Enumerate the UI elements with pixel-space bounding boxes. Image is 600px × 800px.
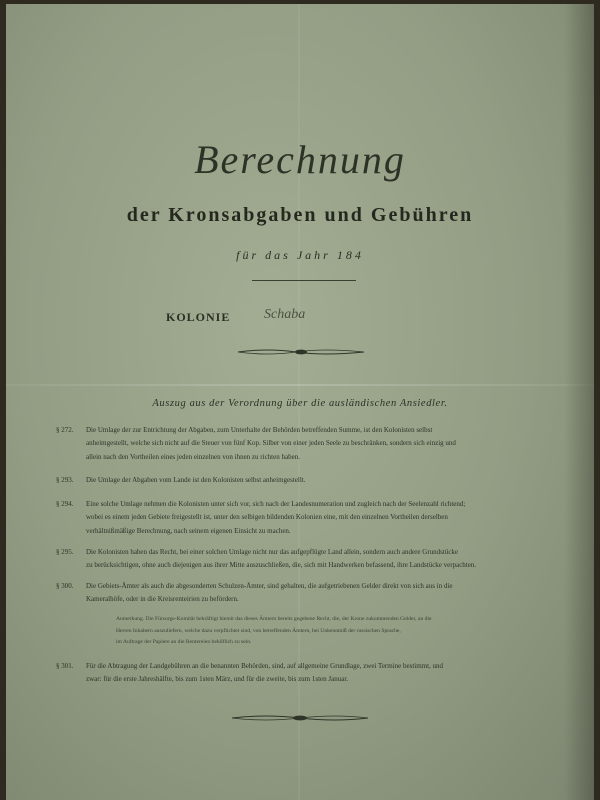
paragraph-line: allein nach den Vortheilen eines jeden einzelnen von ihnen zu richten haben. [86,452,300,461]
paragraph-294 [56,498,572,538]
paragraph-line: Eine solche Umlage nehmen die Kolonisten unter sich vor, sich nach der Landesnumeration und zugleich nach der Seelenzahl richtend; [86,500,466,508]
divider-rule [252,280,356,281]
paper-fold [6,384,594,386]
document-subtitle: der Kronsabgaben und Gebühren [126,204,474,226]
paragraph-line: Die Umlage der zur Entrichtung der Abgaben, zum Unterhalte der Behörden betreffenden Summe, ist den Kolonisten selbst [86,426,433,434]
note-line: Herren Inhabern auszuliefern, welche dazu verpflichtet sind, von betreffenden Ämtern, bei Unkenntniß der russischen Sprache, [116,627,401,634]
paragraph-number: § 301. [56,662,74,670]
paragraph-number: § 272. [56,426,74,434]
ornament-divider-top [236,346,366,358]
paragraph-number: § 294. [56,500,74,508]
paragraph-line: Die Gebiets-Ämter als auch die abgesonderten Schulzen-Ämter, sind gehalten, die aufgetriebenen Gelder direkt von sich aus in die [86,582,453,590]
paragraph-line: verhältnißmäßige Berechnung, nach seinem eigenen Einsicht zu machen. [86,526,291,535]
paragraph-number: § 300. [56,582,74,590]
paragraph-line: zwar: für die erste Jahreshälfte, bis zum 1sten März, und für die zweite, bis zum 1sten Januar. [86,675,349,684]
paragraph-line: Kameralhöfe, oder in die Kreisrenteirien zu befördern. [86,595,239,604]
note-line: im Auftrage der Papiere an die Rentereien behilflich zu sein. [116,639,252,645]
document-title: Berechnung [194,137,406,182]
paragraph-line: Für die Abtragung der Landgebühren an die benannten Behörden, sind, auf allgemeine Grundlage, zwei Termine bestimmt, und [86,662,444,670]
section-heading: Auszug aus der Verordnung über die ausländischen Ansiedler. [152,398,448,409]
annotation-note [116,614,574,649]
paragraph-line: wobei es einem jeden Gebiete freigestellt ist, unter den selbigen bildenden Kolonien eine, mit den einzelnen Vortheilen derselben [86,513,448,522]
note-line: Anmerkung. Die Fürsorge-Komität bekräftigt hiemit das dieses Ämtern bereits gegebene Recht, die, der Krone zukommenden Gelder, an die [116,616,432,622]
ornament-divider-bottom [230,712,370,724]
paragraph-300 [56,580,572,607]
paragraph-line: Die Umlage der Abgaben vom Lande ist den Kolonisten selbst anheimgestellt. [86,476,306,484]
kolonie-name-handwritten: Schaba [264,307,306,322]
paragraph-line: anheimgestellt, welche sich nicht auf die Steuer von fünf Kop. Silber von einer jeden Seele zu beschränken, sondern sich einzig und [86,439,456,448]
paragraph-295 [56,546,572,573]
paragraph-272 [56,424,572,464]
paragraph-line: Die Kolonisten haben das Recht, bei einer solchen Umlage nicht nur das aufgepflügte Land allein, sondern auch andere Grundstücke [86,548,459,556]
paragraph-293 [56,474,572,487]
document-page [6,4,594,800]
paragraph-number: § 295. [56,548,74,556]
paragraph-number: § 293. [56,476,74,484]
paragraph-301 [56,660,572,687]
paragraph-line: zu berücksichtigen, ohne auch diejenigen aus ihrer Mitte auszuschließen, die, sich mit Handwerken befassend, ihre Landstücke verpachten. [86,561,477,570]
year-line: für das Jahr 184 [236,248,364,262]
kolonie-label: KOLONIE [166,310,231,324]
